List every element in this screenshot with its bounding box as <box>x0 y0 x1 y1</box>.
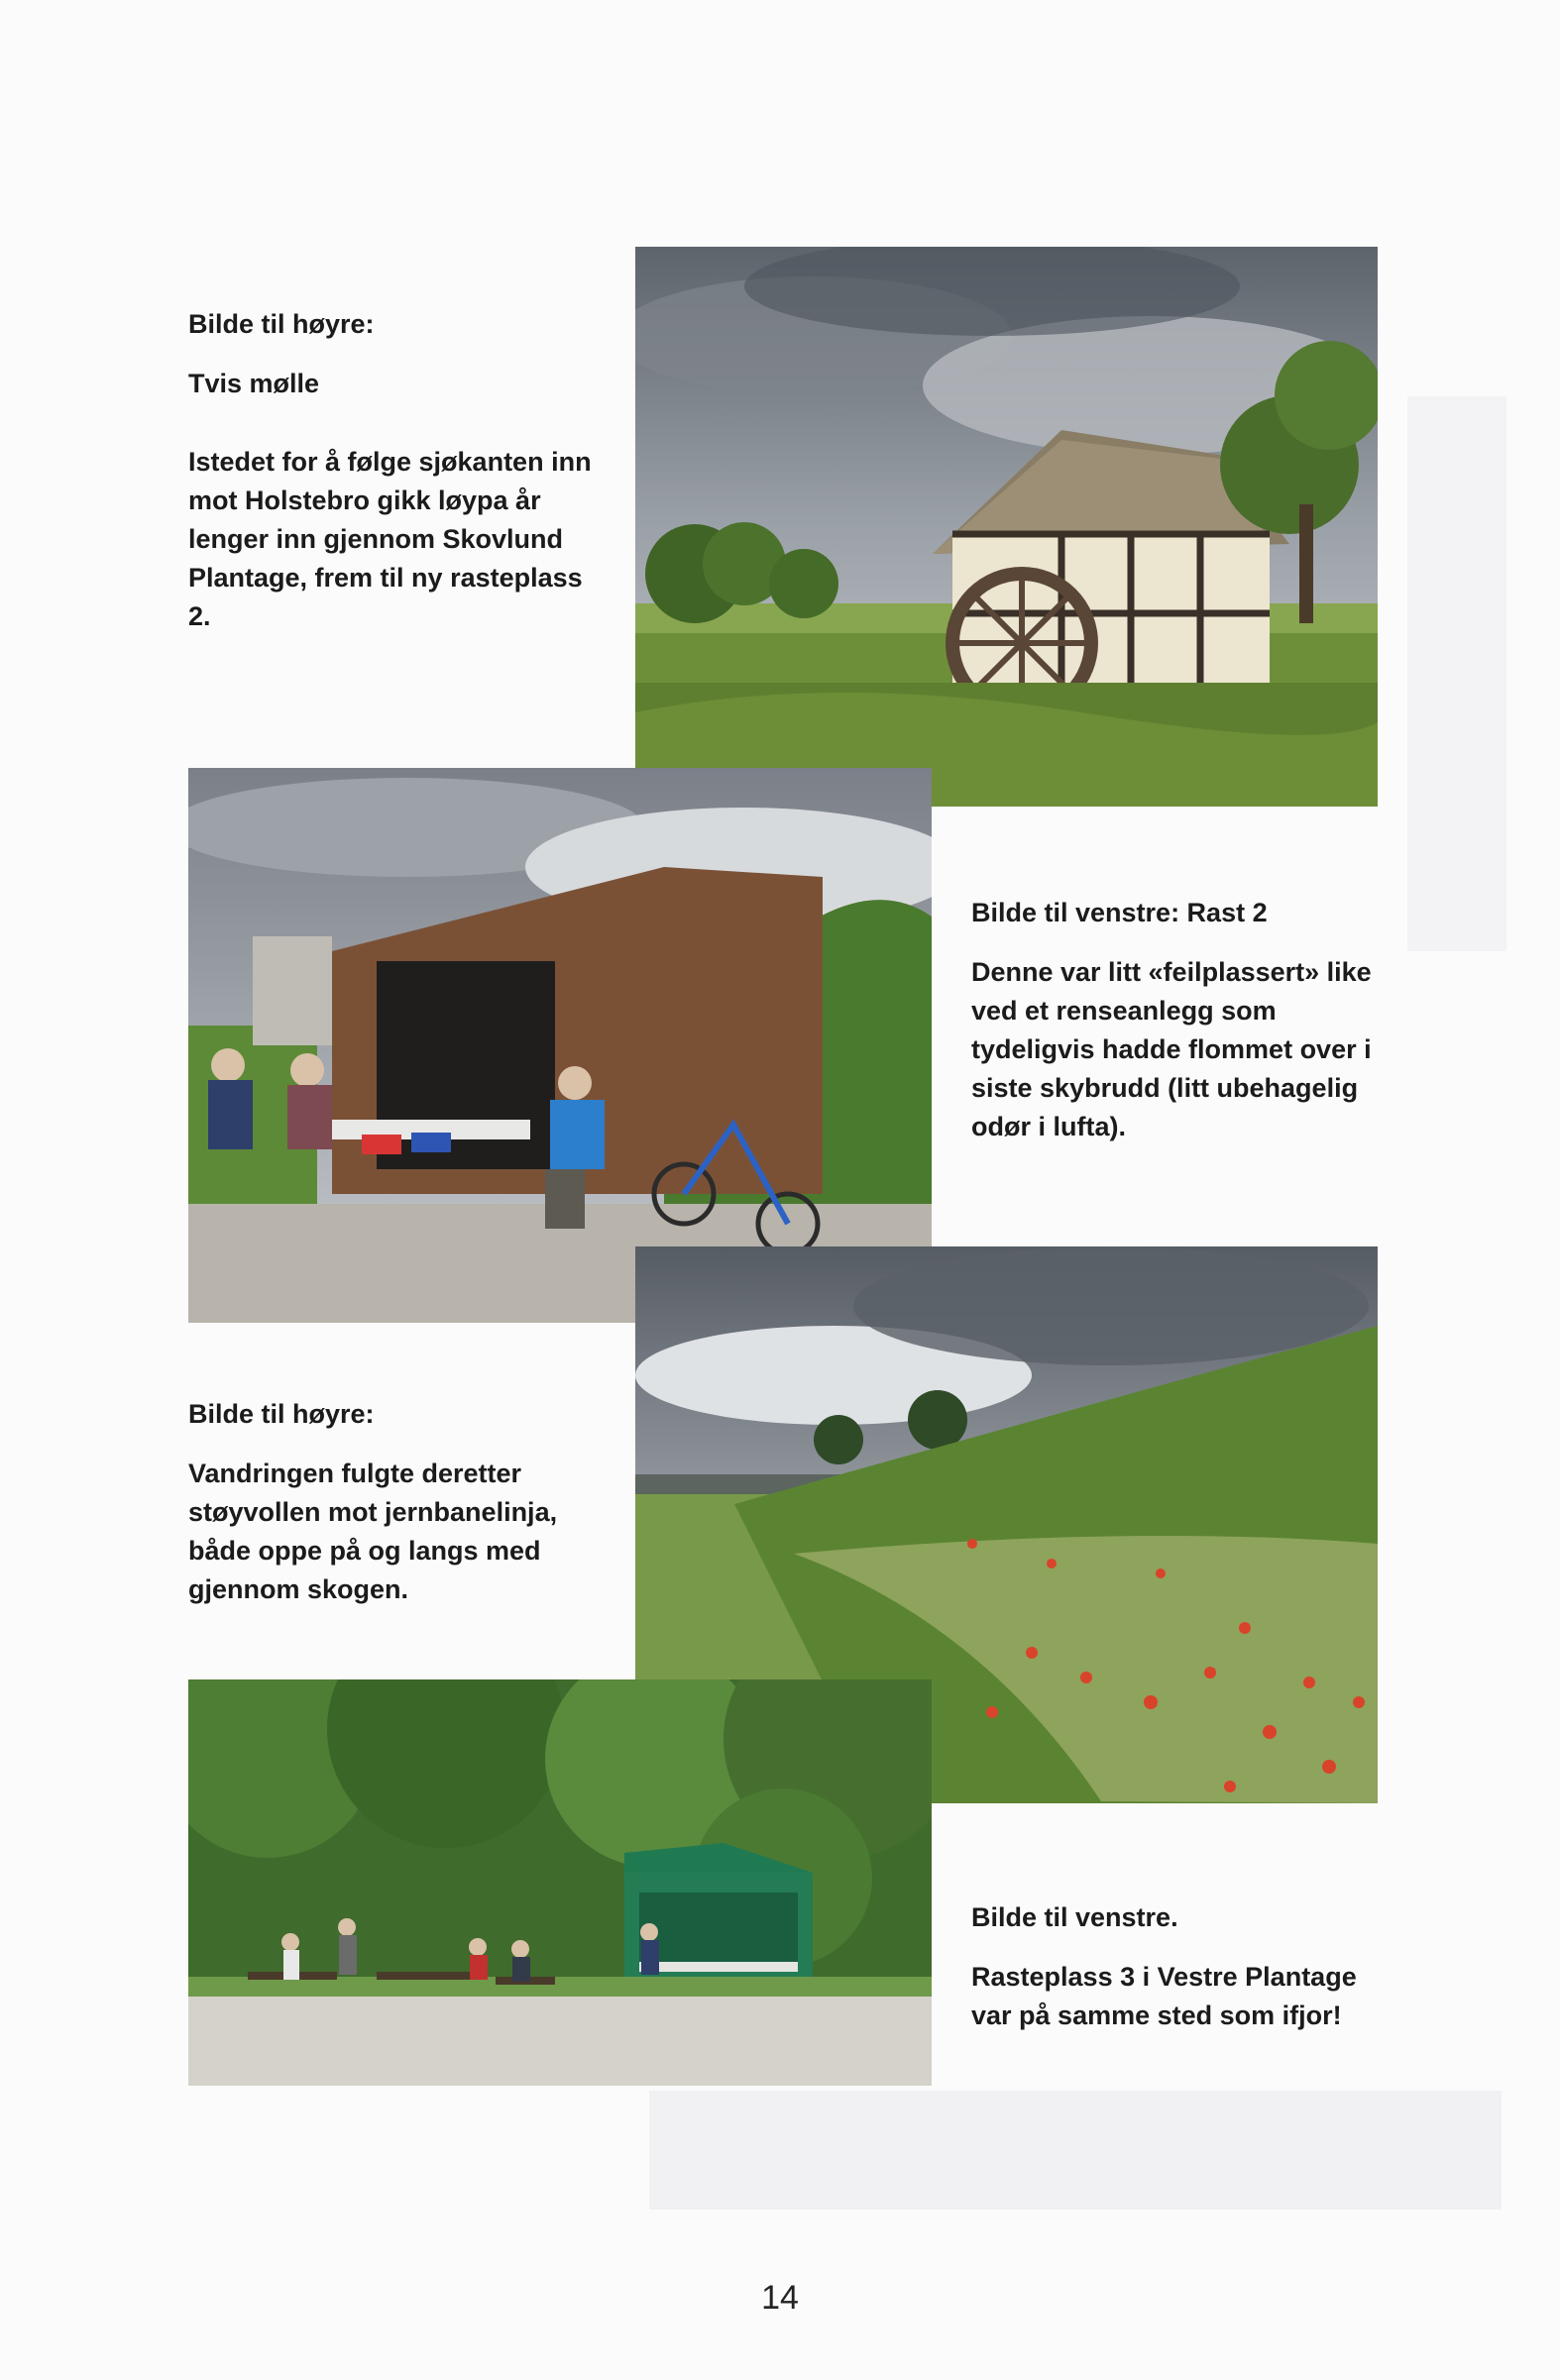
photo-rasteplass-3 <box>188 1679 932 2086</box>
caption-body: Vandringen fulgte deretter støyvollen mot jernbanelinja, både oppe på og langs med gjennom skogen. <box>188 1459 558 1604</box>
photo-rast-2 <box>188 768 932 1323</box>
show-through-block <box>1407 396 1506 951</box>
show-through-block <box>649 2091 1502 2210</box>
caption-heading: Bilde til høyre: <box>188 1399 375 1429</box>
caption-stoyvollen <box>188 1395 605 1609</box>
page-number: 14 <box>761 2279 799 2317</box>
caption-body: Rasteplass 3 i Vestre Plantage var på samme sted som ifjor! <box>971 1962 1357 2030</box>
caption-tvis-molle <box>188 305 605 636</box>
caption-heading: Bilde til høyre: <box>188 309 375 339</box>
photo-tvis-molle <box>635 247 1378 807</box>
caption-heading: Bilde til venstre. <box>971 1902 1178 1932</box>
caption-rast-2 <box>971 894 1388 1146</box>
show-through-heading <box>327 119 348 203</box>
caption-subheading: Tvis mølle <box>188 369 320 398</box>
caption-body: Istedet for å følge sjøkanten inn mot Holstebro gikk løypa år lenger inn gjennom Skovlund Plantage, frem til ny rasteplass 2. <box>188 447 592 631</box>
caption-heading: Bilde til venstre: Rast 2 <box>971 898 1268 927</box>
caption-rasteplass-3 <box>971 1898 1388 2035</box>
caption-body: Denne var litt «feilplassert» like ved et renseanlegg som tydeligvis hadde flommet over i siste skybrudd (litt ubehagelig odør i lufta). <box>971 957 1372 1141</box>
